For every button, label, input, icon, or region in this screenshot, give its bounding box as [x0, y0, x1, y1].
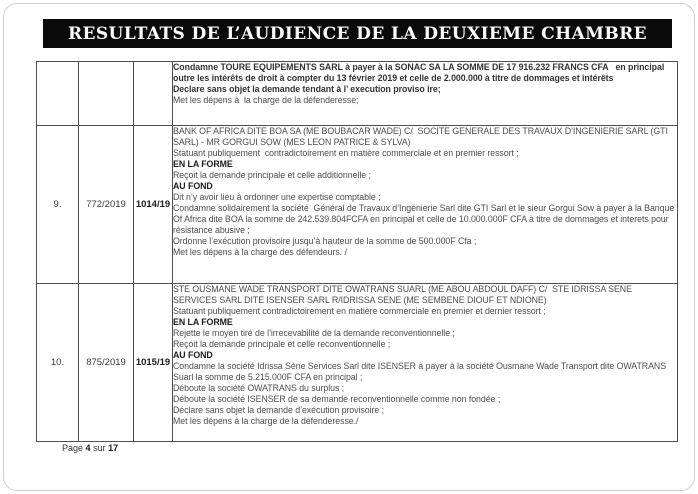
decision-number-cell: 1014/19 [134, 126, 173, 284]
decision-line: AU FOND [173, 181, 213, 191]
decision-line: Ordonne l’exécution provisoire jusqu’à hauteur de la somme de 500.000F Cfa ; [173, 236, 477, 246]
decision-line: Condamne solidairement la société Général de Travaux d’Ingénierie Sarl dite GTI Sarl et le sieur Gorgui Sow à payer à la Banque Of Africa dite BOA la somme de 242.539.804FCFA en principal et celle de 10.000.000F CFA à titre de dommages et interets pour résistance abusive ; [173, 203, 677, 235]
decision-line: Reçoit la demande principale et celle reconventionnelle ; [173, 339, 391, 349]
decision-line: Statuant publiquement contradictoirement en matière commerciale en premier et dernier ressort ; [173, 306, 546, 316]
decision-text-cell [173, 126, 678, 284]
decision-line: Met les dépens à la charge de la défenderesse./ [173, 416, 359, 426]
decision-line: EN LA FORME [173, 159, 233, 169]
row-index-cell: 10. [37, 284, 79, 442]
decision-line: Dit n’y avoir lieu à ordonner une expertise comptable ; [173, 192, 381, 202]
table-row [37, 62, 678, 126]
footer-separator: sur [93, 443, 106, 453]
page-title: RESULTATS DE L’AUDIENCE DE LA DEUXIEME CHAMBRE [67, 23, 648, 44]
decision-text-cell [173, 284, 678, 442]
decision-line: EN LA FORME [173, 317, 233, 327]
results-table-body [37, 62, 678, 442]
decision-line: Rejette le moyen tiré de l’irrecevabilité de la demande reconventionnelle ; [173, 328, 455, 338]
decision-text-cell [173, 62, 678, 126]
decision-number-cell: 1015/19 [134, 284, 173, 442]
decision-line: Statuant publiquement contradictoirement en matière commerciale et en premier ressort ; [173, 148, 519, 158]
case-number-cell [79, 62, 134, 126]
case-number-cell: 875/2019 [79, 284, 134, 442]
row-index-cell [37, 62, 79, 126]
footer-total-pages: 17 [108, 443, 119, 453]
decision-number-cell [134, 62, 173, 126]
decision-line: Déboute la société OWATRANS du surplus ; [173, 383, 345, 393]
decision-line: Déboute la société ISENSER de sa demande reconventionnelle comme non fondée ; [173, 394, 501, 404]
case-number-cell: 772/2019 [79, 126, 134, 284]
page-footer [62, 443, 118, 453]
decision-line: Met les dépens à la charge des défendeurs. / [173, 247, 347, 257]
title-banner [43, 19, 672, 48]
decision-line: BANK OF AFRICA DITE BOA SA (ME BOUBACAR WADE) C/ SOCITE GENERALE DES TRAVAUX D’INGENIERIE SARL (GTI SARL) - MR GORGUI SOW (MES LEON PATRICE & SYLVA) [173, 126, 671, 147]
decision-line: Déclare sans objet la demande d’exécution provisoire ; [173, 405, 384, 415]
table-row [37, 126, 678, 284]
decision-line: Condamne TOURE EQUIPEMENTS SARL à payer à la SONAC SA LA SOMME DE 17 916.232 FRANCS CFA en principal outre les intérêts de droit à compter du 13 février 2019 et celle de 2.000.000 à titre de dommages et intérêts [173, 62, 667, 83]
footer-current-page: 4 [85, 443, 91, 453]
decision-line: STE OUSMANE WADE TRANSPORT DITE OWATRANS SUARL (ME ABOU ABDOUL DAFF) C/ STE IDRISSA SENE SERVICES SARL DITE ISENSER SARL R/IDRISSA SENE (ME SEMBENE DIOUF ET NDIONE) [173, 284, 635, 305]
decision-line: Reçoit la demande principale et celle additionnelle ; [173, 170, 371, 180]
decision-line: Declare sans objet la demande tendant à l’ execution proviso ire; [173, 84, 441, 94]
row-index-cell: 9. [37, 126, 79, 284]
footer-label: Page [62, 443, 84, 453]
table-row [37, 284, 678, 442]
decision-line: AU FOND [173, 350, 213, 360]
results-table [36, 61, 678, 442]
decision-line: Condamne la société Idrissa Sène Services Sarl dite ISENSER à payer à la société Ousmane Wade Transport dite OWATRANS Suarl la somme de 5.215.000F CFA en principal ; [173, 361, 669, 382]
decision-line: Met les dépens à la charge de la défenderesse; [173, 95, 359, 105]
